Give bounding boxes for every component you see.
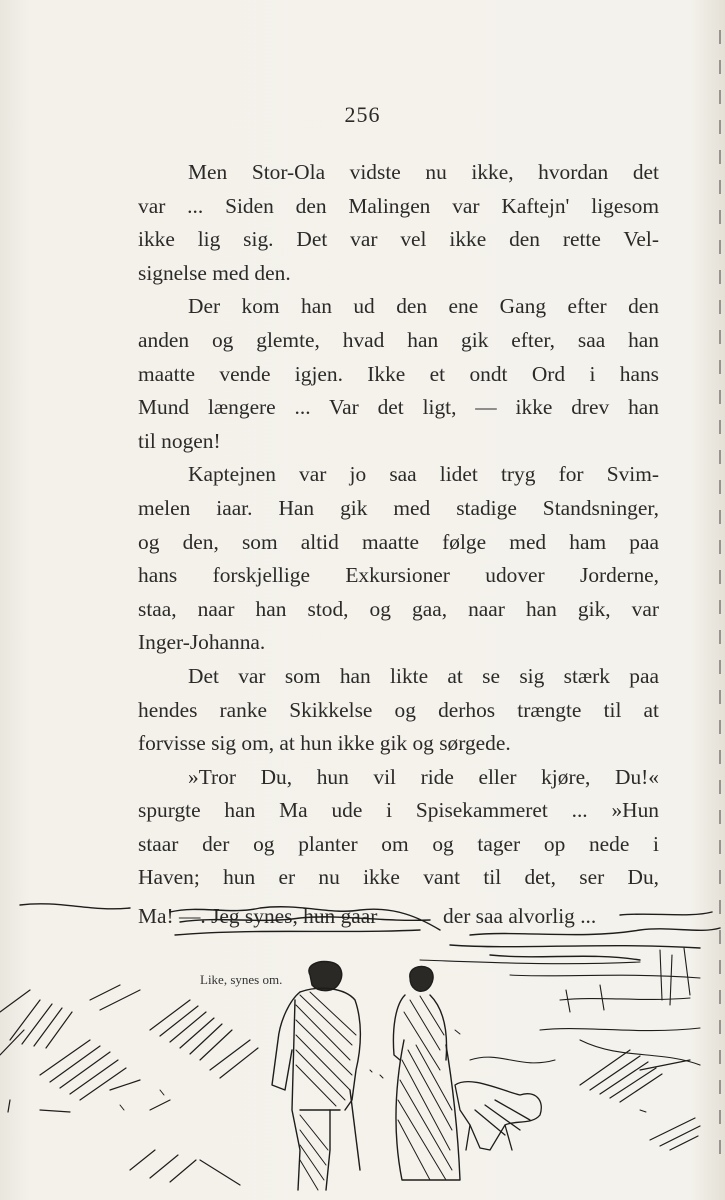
text-line: til nogen!	[138, 428, 221, 453]
ink-specks	[120, 1030, 646, 1112]
hatching-left	[0, 985, 258, 1185]
text-line: staar der og planter om og tager op nede i	[138, 831, 659, 856]
text-line: spurgte han Ma ude i Spisekammeret ... »Hun	[138, 798, 659, 823]
text-line: Det var som han likte at se sig stærk paa	[188, 663, 659, 688]
text-line: Haven; hun er nu ikke vant til det, ser Du,	[138, 865, 659, 890]
hatching-right	[580, 1050, 700, 1150]
text-line: signelse med den.	[138, 260, 291, 285]
text-line: melen iaar. Han gik med stadige Standsninger,	[138, 495, 659, 520]
text-line: hans forskjellige Exkursioner udover Jorderne,	[138, 563, 659, 588]
woman-figure	[393, 966, 460, 1180]
text-line: Inger-Johanna.	[138, 630, 266, 655]
text-line: Der kom han ud den ene Gang efter den	[188, 294, 659, 319]
illustration-caption: Like, synes om.	[200, 972, 283, 987]
page-number: 256	[344, 102, 381, 127]
paragraph	[138, 156, 659, 290]
text-line: Kaptejnen var jo saa lidet tryg for Svim-	[188, 462, 659, 487]
man-figure	[272, 962, 360, 1190]
text-line: var ... Siden den Malingen var Kaftejn' ligesom	[138, 193, 659, 218]
landscape-lines	[420, 948, 700, 1065]
partial-line-left: Ma! —. Jeg synes, hun gaar	[138, 904, 378, 928]
pen-illustration	[0, 880, 725, 1200]
paragraph	[138, 761, 659, 895]
text-line: anden og glemte, hvad han gik efter, saa han	[138, 327, 659, 352]
paragraph	[138, 660, 659, 761]
scribble-strokes	[20, 904, 720, 960]
body-text	[138, 156, 659, 895]
text-line: maatte vende igjen. Ikke et ondt Ord i hans	[138, 361, 659, 386]
paragraph	[138, 458, 659, 660]
text-line: og den, som altid maatte følge med ham paa	[138, 529, 659, 554]
text-line: ikke lig sig. Det var vel ikke den rette Vel-	[138, 227, 659, 252]
partial-line-right: der saa alvorlig ...	[443, 904, 597, 928]
text-line: Mund længere ... Var det ligt, — ikke drev han	[138, 395, 659, 420]
text-line: »Tror Du, hun vil ride eller kjøre, Du!«	[188, 764, 659, 789]
text-line: forvisse sig om, at hun ikke gik og sørgede.	[138, 731, 511, 756]
text-line: hendes ranke Skikkelse og derhos trængte til at	[138, 697, 659, 722]
text-line: Men Stor-Ola vidste nu ikke, hvordan det	[188, 160, 659, 184]
text-line: staa, naar han stod, og gaa, naar han gik, var	[138, 596, 659, 621]
dog-figure	[455, 1082, 541, 1150]
paragraph	[138, 290, 659, 458]
